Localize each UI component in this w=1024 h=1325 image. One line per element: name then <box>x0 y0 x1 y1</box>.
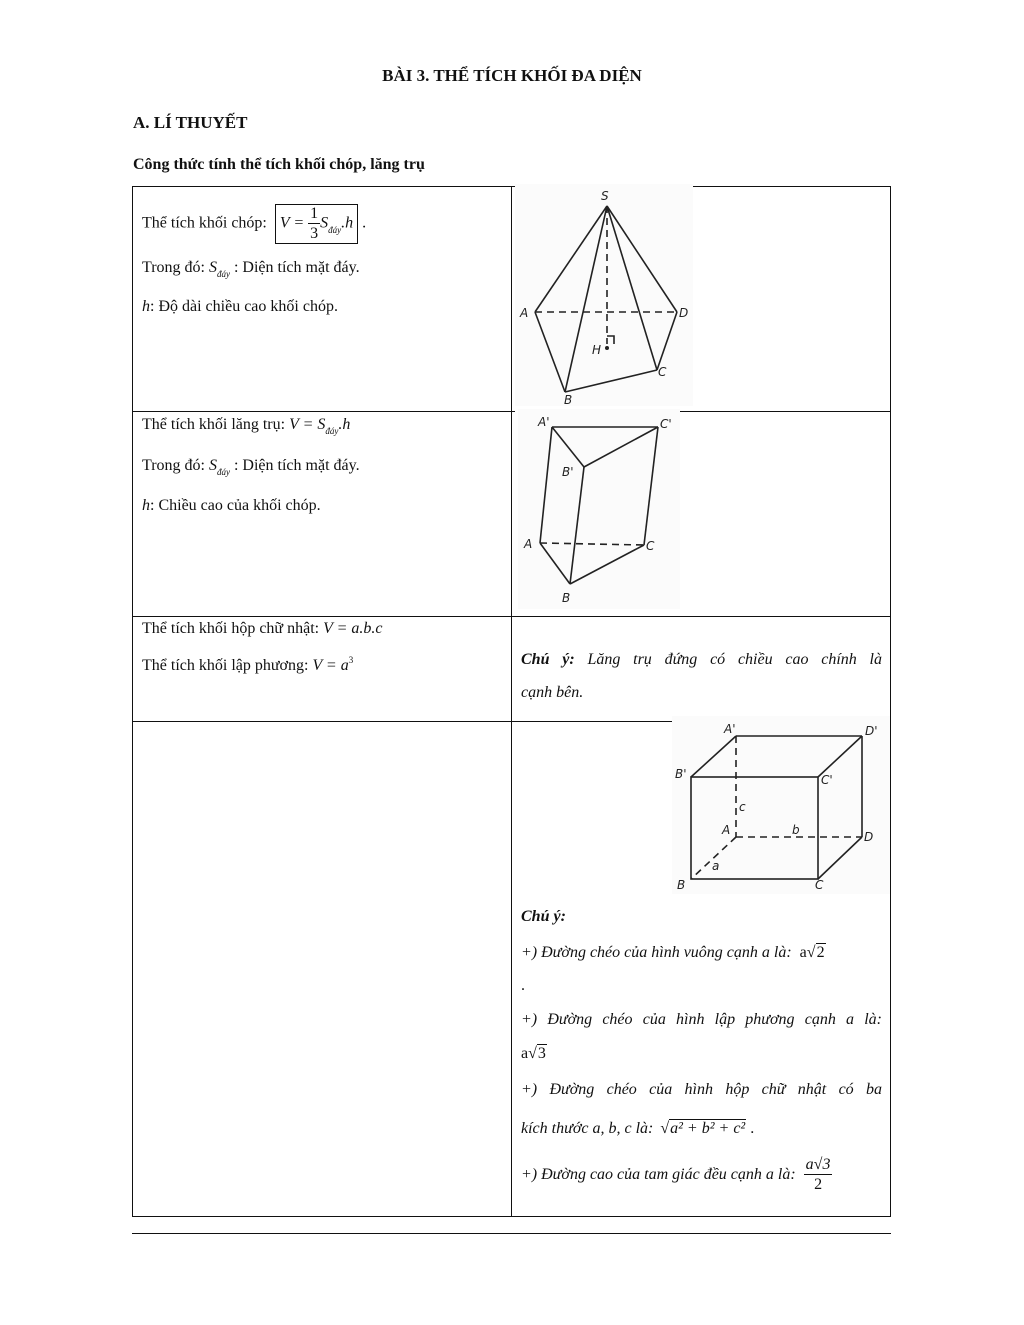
box-volume-line: Thể tích khối hộp chữ nhật: V = a.b.c <box>142 620 383 637</box>
row-divider <box>132 411 515 412</box>
note-cuboid-diagonal-line2: kích thước a, b, c là: √a² + b² + c² . <box>521 1120 755 1137</box>
column-divider <box>511 186 512 1217</box>
label-b: b <box>792 823 800 837</box>
label-c: c <box>739 800 746 814</box>
right-prism-note-line2: cạnh bên. <box>521 684 584 701</box>
label-B1: B' <box>675 767 687 781</box>
label-H: H <box>592 343 602 357</box>
row-divider <box>679 411 891 412</box>
label-B: B <box>564 393 573 406</box>
pyramid-volume-formula: V = $\frac{1}{3}$ $S_{đáy}.h$ <box>275 204 358 244</box>
cube-volume-line: Thể tích khối lập phương: $V = a^3$ <box>142 655 354 674</box>
label-A: A <box>524 537 533 551</box>
prism-height-note: h: Chiều cao của khối chóp. <box>142 497 321 514</box>
label-D1: D' <box>865 724 878 738</box>
table-border-top-right <box>692 186 891 187</box>
cuboid-figure <box>672 716 890 894</box>
right-prism-note-line1: Chú ý: Lăng trụ đứng có chiều cao chính là <box>521 651 883 668</box>
note-cube-diagonal-value: a√3 <box>521 1045 546 1062</box>
footer-rule <box>132 1233 891 1234</box>
note-equilateral-height: +) Đường cao của tam giác đều cạnh a là: $\frac{a√3}{2}$ <box>521 1156 831 1193</box>
label-A1: A' <box>538 415 550 429</box>
label-B: B <box>677 878 686 892</box>
pyramid-base-area-note: Trong đó: $S_{đáy}$ : Diện tích mặt đáy. <box>142 259 360 279</box>
table-border-right <box>890 186 891 1217</box>
notes-title: Chú ý: <box>521 908 566 925</box>
subsection-heading: Công thức tính thể tích khối chóp, lăng trụ <box>133 156 425 173</box>
label-C: C <box>815 878 824 892</box>
section-heading: A. LÍ THUYẾT <box>133 113 248 132</box>
label-D: D <box>864 830 874 844</box>
label-D: D <box>679 306 689 320</box>
label-C1: C' <box>660 417 672 431</box>
pyramid-volume-line: Thể tích khối chóp: V = $\frac{1}{3}$ $S_{đáy}.h$ . <box>142 205 367 242</box>
pyramid-figure <box>515 184 693 406</box>
pyramid-height-note: h: Độ dài chiều cao khối chóp. <box>142 298 338 315</box>
label-a: a <box>712 859 720 873</box>
table-border-left <box>132 186 133 1217</box>
page-title: BÀI 3. THỂ TÍCH KHỐI ĐA DIỆN <box>382 66 642 85</box>
label-C: C <box>658 365 667 379</box>
prism-volume-line: Thể tích khối lăng trụ: $V = S_{đáy}.h$ <box>142 416 351 436</box>
row-divider <box>132 721 672 722</box>
pyramid-volume-label: Thể tích khối chóp: <box>142 214 267 232</box>
prism-figure <box>518 409 680 609</box>
label-A1: A' <box>724 722 736 736</box>
note-cube-diagonal: +) Đường chéo của hình lập phương cạnh a là: <box>521 1011 882 1028</box>
label-C1: C' <box>821 773 833 787</box>
table-border-top <box>132 186 515 187</box>
note-cuboid-diagonal-line1: +) Đường chéo của hình hộp chữ nhật có ba <box>521 1081 882 1098</box>
label-A: A <box>520 306 529 320</box>
note-square-diagonal-period: . <box>521 977 525 994</box>
label-B1: B' <box>562 465 574 479</box>
label-B: B <box>562 591 571 605</box>
label-C: C <box>646 539 655 553</box>
label-A: A <box>722 823 731 837</box>
prism-base-area-note: Trong đó: $S_{đáy}$ : Diện tích mặt đáy. <box>142 457 360 477</box>
note-square-diagonal: +) Đường chéo của hình vuông cạnh a là: a√2 <box>521 944 825 961</box>
label-S: S <box>601 189 609 203</box>
